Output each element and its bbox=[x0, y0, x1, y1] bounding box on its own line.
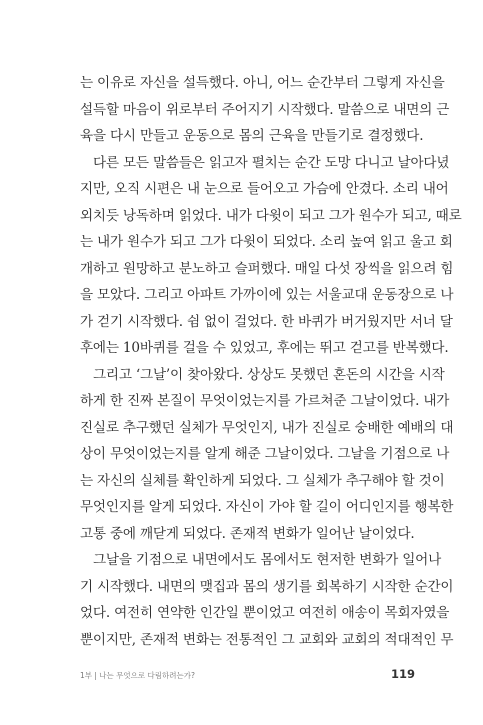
paragraph bbox=[80, 150, 462, 362]
paragraph bbox=[80, 547, 454, 653]
text-line: 그리고 ‘그날’이 찾아왔다. 상상도 못했던 혼돈의 시간을 시작 bbox=[93, 366, 445, 383]
text-line: 무엇인지를 알게 되었다. 자신이 가야 할 길이 어디인지를 행복한 bbox=[80, 499, 454, 515]
running-head: 1부 | 나는 무엇으로 다림하려는가? bbox=[80, 671, 195, 680]
text-line: 설득할 마음이 위로부터 주어지기 시작했다. 말씀으로 내면의 근 bbox=[80, 101, 450, 118]
text-line: 가 걷기 시작했다. 쉼 없이 걸었다. 한 바퀴가 버거웠지만 서너 달 bbox=[80, 313, 453, 330]
text-line: 외치듯 낭독하며 읽었다. 내가 다윗이 되고 그가 원수가 되고, 때로 bbox=[80, 207, 462, 224]
text-line: 개하고 원망하고 분노하고 슬퍼했다. 매일 다섯 장씩을 읽으려 힘 bbox=[80, 260, 454, 277]
paragraph bbox=[80, 70, 450, 150]
text-line: 기 시작했다. 내면의 맺집과 몸의 생기를 회복하기 시작한 순간이 bbox=[80, 578, 454, 595]
text-line: 고통 중에 깨닫게 되었다. 존재적 변화가 일어난 날이었다. bbox=[80, 525, 415, 542]
body-text bbox=[80, 70, 462, 653]
paragraph bbox=[80, 362, 454, 548]
text-line: 후에는 10바퀴를 걸을 수 있었고, 후에는 뛰고 걷고를 반복했다. bbox=[80, 340, 449, 356]
text-line: 다른 모든 말씀들은 읽고자 펼치는 순간 도망 다니고 날아다녔 bbox=[93, 154, 450, 171]
text-line: 는 내가 원수가 되고 그가 다윗이 되었다. 소리 높여 읽고 울고 회 bbox=[80, 234, 453, 250]
text-line: 었다. 여전히 연약한 인간일 뿐이었고 여전히 애송이 목회자였을 bbox=[80, 605, 450, 621]
text-line: 지만, 오직 시편은 내 눈으로 들어오고 가슴에 안겼다. 소리 내어 bbox=[80, 181, 449, 197]
text-line: 육을 다시 만들고 운동으로 몸의 근육을 만들기로 결정했다. bbox=[80, 128, 424, 144]
text-line: 그날을 기점으로 내면에서도 몸에서도 현저한 변화가 일어나 bbox=[93, 552, 442, 568]
text-line: 을 모았다. 그리고 아파트 가까이에 있는 서울교대 운동장으로 나 bbox=[80, 287, 454, 303]
text-line: 하게 한 진짜 본질이 무엇이었는지를 가르쳐준 그날이었다. 내가 bbox=[80, 393, 450, 409]
text-line: 는 자신의 실체를 확인하게 되었다. 그 실체가 추구해야 할 것이 bbox=[80, 472, 445, 489]
page-number: 119 bbox=[390, 667, 415, 681]
page-footer bbox=[80, 668, 415, 684]
text-line: 상이 무엇이었는지를 알게 해준 그날이었다. 그날을 기점으로 나 bbox=[80, 446, 450, 462]
text-line: 는 이유로 자신을 설득했다. 아니, 어느 순간부터 그렇게 자신을 bbox=[80, 75, 445, 91]
text-line: 진실로 추구했던 실체가 무엇인지, 내가 진실로 숭배한 예배의 대 bbox=[80, 419, 454, 436]
text-line: 뿐이지만, 존재적 변화는 전통적인 그 교회와 교회의 적대적인 무 bbox=[80, 631, 454, 648]
